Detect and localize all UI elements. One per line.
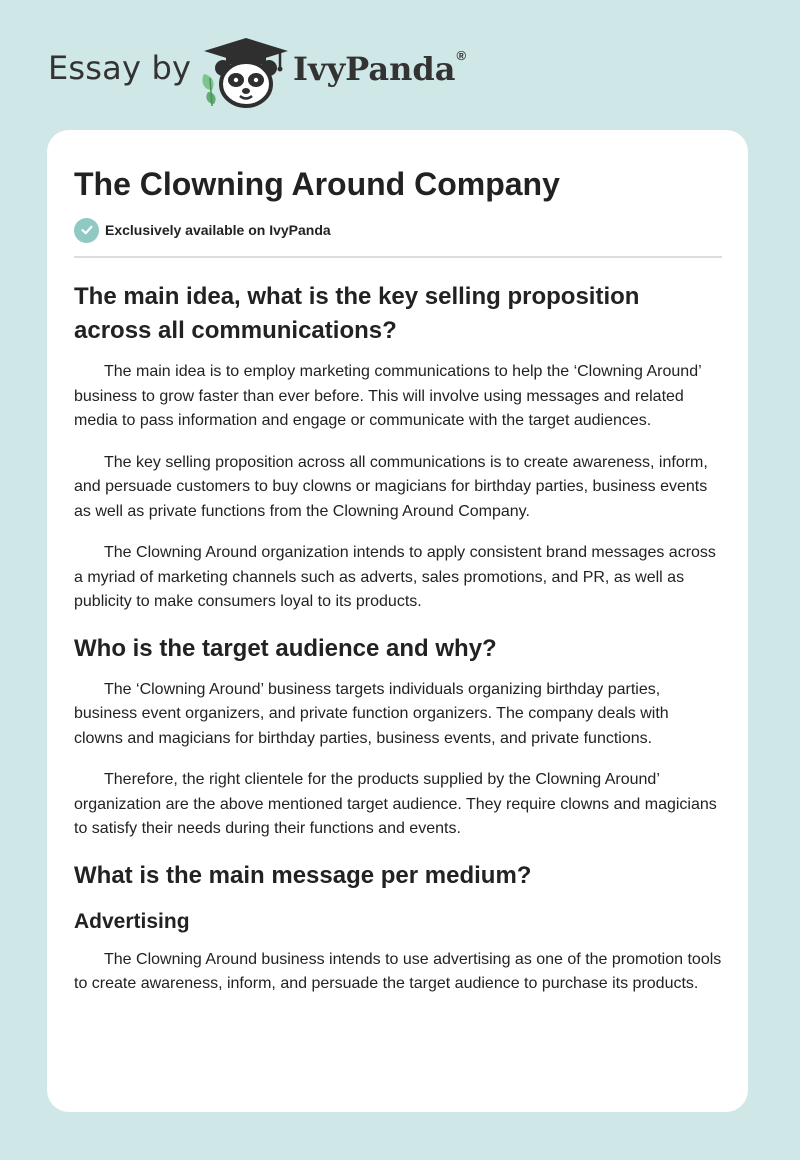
exclusive-badge-label: Exclusively available on IvyPanda <box>105 222 331 238</box>
section-heading: What is the main message per medium? <box>74 861 532 889</box>
paragraph: The Clowning Around business intends to use advertising as one of the promotion tools to create awareness, inform, and persuade the target audience to purchase its products. <box>74 950 722 992</box>
title-divider <box>74 256 722 258</box>
essay-title: The Clowning Around Company <box>74 166 560 202</box>
check-circle-icon <box>74 218 99 243</box>
essay-card <box>47 130 748 1112</box>
registered-mark: ® <box>456 48 467 63</box>
brand-name[interactable] <box>293 50 466 88</box>
paragraph: Therefore, the right clientele for the products supplied by the Clowning Around’ organization are the above mentioned target audience. They require clowns and magicians to satisfy their needs during their functions and events. <box>74 771 717 837</box>
section-heading: The main idea, what is the key selling proposition across all communications? <box>74 283 640 344</box>
paragraph: The key selling proposition across all communications is to create awareness, inform, and persuade customers to buy clowns or magicians for birthday parties, business events as well as private functions from the Clowning Around Company. <box>74 453 708 520</box>
paragraph: The main idea is to employ marketing communications to help the ‘Clowning Around’ business to grow faster than ever before. This will involve using messages and related media to pass information and engage or communicate with the target audiences. <box>74 363 702 429</box>
exclusive-badge <box>74 216 722 244</box>
section-heading: Who is the target audience and why? <box>74 634 497 662</box>
paragraph: The Clowning Around organization intends to apply consistent brand messages across a myriad of marketing channels such as adverts, sales promotions, and PR, as well as publicity to make consumers loyal to its products. <box>74 544 716 610</box>
subsection-heading: Advertising <box>74 909 190 933</box>
paragraph: The ‘Clowning Around’ business targets individuals organizing birthday parties, business event organizers, and private function organizers. The company deals with clowns and magicians for birthday parties, business events, and private functions. <box>74 680 669 747</box>
site-header <box>0 0 800 130</box>
brand-name-text: IvyPanda <box>293 50 456 88</box>
ivypanda-logo-icon[interactable] <box>198 34 294 110</box>
essay-by-label: Essay by <box>48 49 192 87</box>
